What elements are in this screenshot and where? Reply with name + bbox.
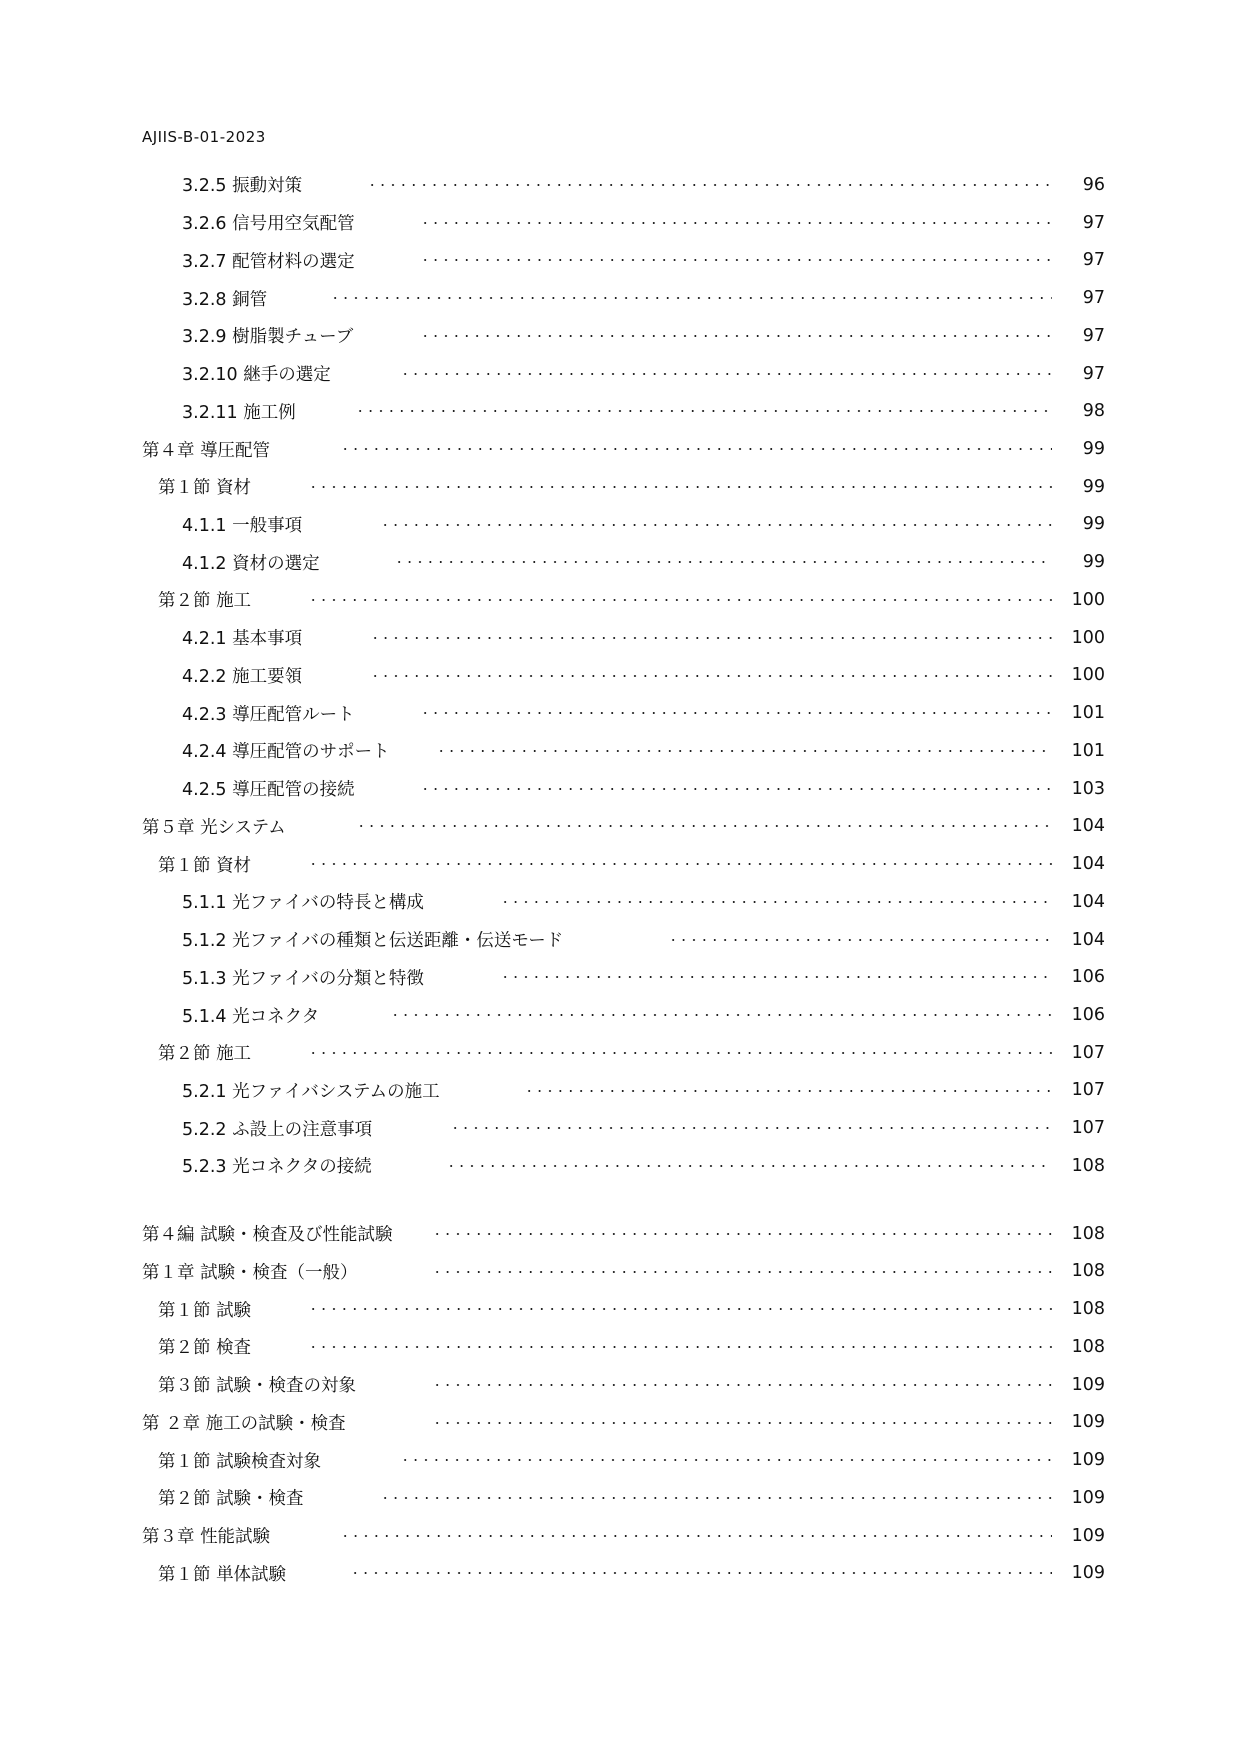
toc-entry-title: 3.2.5 振動対策 [182,176,303,197]
toc-entry [0,1479,1241,1517]
toc-entry [0,506,1241,544]
dot-leader [420,222,1052,224]
toc-entry-title: 第２節 検査 [158,1338,252,1359]
toc-page-number: 101 [1071,740,1105,761]
toc-page-number: 108 [1071,1155,1105,1176]
toc-entry [0,355,1241,393]
toc-entry-title: 第５章 光システム [142,817,286,838]
dot-leader [340,448,1052,450]
dot-leader [308,1308,1052,1310]
toc-page-number: 103 [1071,778,1105,799]
toc-page-number: 104 [1071,891,1105,912]
dot-leader [432,1233,1052,1235]
dot-leader [420,259,1052,261]
dot-leader [432,1271,1052,1273]
dot-leader [308,863,1052,865]
toc-entry-title: 5.2.1 光ファイバシステムの施工 [182,1081,440,1102]
dot-leader [400,1459,1052,1461]
toc-page-number: 107 [1071,1042,1105,1063]
toc-entry [0,996,1241,1034]
toc-entry-title: 4.2.1 基本事項 [182,629,303,650]
toc-entry-title: 4.1.1 一般事項 [182,515,303,536]
toc-page-number: 108 [1071,1336,1105,1357]
toc-page-number: 97 [1082,250,1105,271]
dot-leader [420,712,1052,714]
toc-page-number: 97 [1082,325,1105,346]
toc-entry [0,1215,1241,1253]
toc-entry [0,1034,1241,1072]
dot-leader [380,524,1052,526]
toc-entry-title: 5.2.2 ふ設上の注意事項 [182,1119,373,1140]
toc-entry-title: 5.1.3 光ファイバの分類と特徴 [182,968,424,989]
toc-entry [0,581,1241,619]
dot-leader [420,335,1052,337]
toc-entry [0,1366,1241,1404]
toc-entry [0,1290,1241,1328]
toc-page-number: 108 [1071,1261,1105,1282]
dot-leader [380,1497,1052,1499]
toc-page-number: 106 [1071,1005,1105,1026]
toc-entry-title: 第１節 試験 [158,1300,252,1321]
toc-page-number: 97 [1082,288,1105,309]
toc-page-number: 100 [1071,627,1105,648]
toc-entry [0,468,1241,506]
toc-entry-title: 3.2.6 信号用空気配管 [182,214,355,235]
toc-entry [0,1328,1241,1366]
toc-page-number: 109 [1071,1487,1105,1508]
toc-entry-title: 第２節 施工 [158,591,252,612]
document-id: AJIIS-B-01-2023 [142,128,266,146]
toc-entry [0,619,1241,657]
dot-leader [432,1384,1052,1386]
toc-entry-title: 第 ２章 施工の試験・検査 [142,1413,346,1434]
toc-page-number: 99 [1082,439,1105,459]
toc-page-number: 108 [1071,1223,1105,1244]
dot-leader [394,561,1052,563]
toc-entry [0,1517,1241,1555]
toc-entry-title: 5.1.2 光ファイバの種類と伝送距離・伝送モード [182,931,564,952]
toc-entry-title: 3.2.8 銅管 [182,289,268,310]
toc-entry [0,921,1241,959]
toc-entry-title: 第１節 単体試験 [158,1564,287,1585]
toc-entry [0,770,1241,808]
dot-leader [367,184,1052,186]
toc-entry-title: 5.2.3 光コネクタの接続 [182,1157,372,1178]
toc-page-number: 107 [1071,1080,1105,1101]
dot-leader [330,297,1052,299]
toc-entry-title: 3.2.11 施工例 [182,402,296,423]
dot-leader [370,675,1052,677]
toc-page-number: 107 [1071,1118,1105,1139]
toc-entry [0,1109,1241,1147]
toc-page-number: 99 [1082,552,1105,573]
toc-page-number: 97 [1082,363,1105,384]
toc-entry-title: 3.2.9 樹脂製チューブ [182,327,354,348]
toc-page-number: 99 [1082,476,1105,497]
toc-page-number: 96 [1082,174,1105,195]
toc-page-number: 109 [1071,1412,1105,1433]
toc-page-number: 109 [1071,1374,1105,1395]
toc-entry [0,807,1241,845]
toc-page-number: 99 [1082,514,1105,535]
toc-page-number: 108 [1071,1299,1105,1320]
dot-leader [355,410,1052,412]
toc-entry [0,430,1241,468]
toc-entry [0,1072,1241,1110]
toc-entry [0,958,1241,996]
dot-leader [668,939,1052,941]
dot-leader [340,1535,1052,1537]
toc-page-number: 106 [1071,967,1105,988]
toc-entry [0,279,1241,317]
toc-page-number: 109 [1071,1450,1105,1471]
dot-leader [500,901,1052,903]
toc-entry-title: 第３節 試験・検査の対象 [158,1376,357,1397]
toc-entry [0,1404,1241,1442]
dot-leader [390,1014,1052,1016]
dot-leader [370,637,1052,639]
toc-entry-title: 4.2.3 導圧配管ルート [182,704,355,725]
toc-entry-title: 第３章 性能試験 [142,1527,271,1548]
toc-page-number: 104 [1071,929,1105,950]
toc-page-number: 104 [1071,854,1105,875]
toc-entry [0,317,1241,355]
toc-entry-title: 4.1.2 資材の選定 [182,553,320,574]
toc-entry [0,1147,1241,1185]
toc-entry-title: 第２節 試験・検査 [158,1489,304,1510]
dot-leader [350,1572,1052,1574]
toc-entry [0,1441,1241,1479]
toc-entry [0,241,1241,279]
toc-entry-title: 5.1.1 光ファイバの特長と構成 [182,893,424,914]
toc-entry-title: 5.1.4 光コネクタ [182,1006,320,1027]
dot-leader [308,599,1052,601]
dot-leader [450,1127,1052,1129]
toc-entry-title: 第４編 試験・検査及び性能試験 [142,1225,393,1246]
toc-entry-title: 第１節 試験検査対象 [158,1451,322,1472]
toc-page-number: 109 [1071,1563,1105,1584]
toc-entry-title: 4.2.4 導圧配管のサポート [182,742,390,763]
toc-entry-title: 4.2.2 施工要領 [182,666,303,687]
dot-leader [308,1346,1052,1348]
dot-leader [400,373,1052,375]
toc-page-number: 97 [1082,212,1105,233]
toc-entry [0,392,1241,430]
dot-leader [432,1422,1052,1424]
dot-leader [420,788,1052,790]
toc-page-number: 100 [1071,589,1105,610]
toc-page-number: 109 [1071,1525,1105,1546]
toc-entry-title: 第１節 資材 [158,855,252,876]
toc-entry [0,1253,1241,1291]
toc-page-number: 98 [1082,401,1105,422]
toc-entry [0,694,1241,732]
toc-entry [0,204,1241,242]
toc-page-number: 101 [1071,703,1105,724]
dot-leader [500,976,1052,978]
toc-entry-title: 3.2.7 配管材料の選定 [182,251,355,272]
dot-leader [524,1090,1052,1092]
toc-entry [0,1554,1241,1592]
toc-entry-title: 第１節 資材 [158,478,252,499]
dot-leader [356,825,1052,827]
toc-page-number: 104 [1071,816,1105,837]
toc-entry [0,543,1241,581]
toc-entry-title: 4.2.5 導圧配管の接続 [182,780,355,801]
toc-entry-title: 第１章 試験・検査（一般） [142,1262,358,1283]
toc-entry [0,732,1241,770]
dot-leader [436,750,1052,752]
toc-entry [0,166,1241,204]
toc-entry [0,845,1241,883]
toc-entry-title: 3.2.10 継手の選定 [182,365,331,386]
table-of-contents [0,166,1241,1592]
toc-entry-title: 第２節 施工 [158,1044,252,1065]
toc-entry [0,657,1241,695]
dot-leader [308,1052,1052,1054]
toc-entry [0,883,1241,921]
toc-entry-title: 第４章 導圧配管 [142,440,271,461]
toc-page-number: 100 [1071,665,1105,686]
dot-leader [308,486,1052,488]
dot-leader [446,1165,1052,1167]
